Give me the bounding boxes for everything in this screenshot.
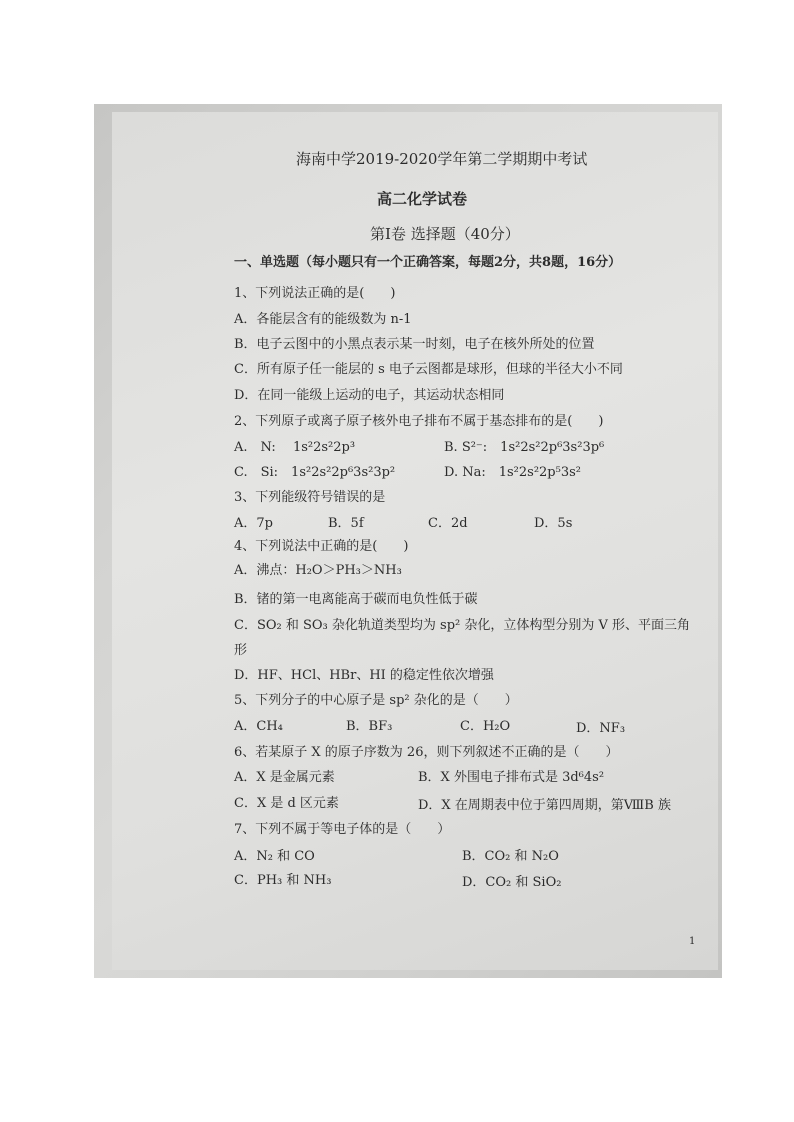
q4-option-a: A．沸点：H₂O＞PH₃＞NH₃ — [234, 563, 402, 578]
q1-option-c: C．所有原子任一能层的 s 电子云图都是球形，但球的半径大小不同 — [234, 362, 623, 377]
q1-stem: 1、下列说法正确的是( ) — [234, 286, 396, 301]
q5-option-b: B．BF₃ — [346, 719, 393, 734]
q6-option-d: D．X 在周期表中位于第四周期，第ⅧB 族 — [418, 798, 671, 813]
exam-subtitle: 高二化学试卷 — [377, 190, 468, 208]
q7-option-d: D．CO₂ 和 SiO₂ — [462, 875, 562, 890]
q2-stem: 2、下列原子或离子原子核外电子排布不属于基态排布的是( ) — [234, 414, 604, 429]
q6-stem: 6、若某原子 X 的原子序数为 26，则下列叙述不正确的是（ ） — [234, 745, 619, 760]
q5-option-a: A．CH₄ — [234, 719, 283, 734]
q7-option-a: A．N₂ 和 CO — [234, 849, 315, 864]
q4-option-b: B．锗的第一电离能高于碳而电负性低于碳 — [234, 592, 478, 607]
section-heading: 一、单选题（每小题只有一个正确答案，每题2分，共8题，16分） — [234, 255, 622, 270]
q1-option-d: D．在同一能级上运动的电子，其运动状态相同 — [234, 388, 505, 403]
q3-option-c: C．2d — [428, 516, 468, 531]
q1-option-a: A．各能层含有的能级数为 n-1 — [234, 312, 412, 327]
q7-option-c: C．PH₃ 和 NH₃ — [234, 873, 332, 888]
q2-option-c: C. Si: 1s²2s²2p⁶3s²3p² — [234, 465, 396, 480]
q1-option-b: B．电子云图中的小黑点表示某一时刻，电子在核外所处的位置 — [234, 337, 595, 352]
q6-option-a: A．X 是金属元素 — [234, 770, 335, 785]
q4-option-c-line1: C．SO₂ 和 SO₃ 杂化轨道类型均为 sp² 杂化，立体构型分别为 V 形、平面三角 — [234, 618, 691, 633]
q6-option-c: C．X 是 d 区元素 — [234, 796, 339, 811]
q5-option-d: D．NF₃ — [576, 721, 626, 736]
q3-stem: 3、下列能级符号错误的是 — [234, 490, 386, 505]
q7-option-b: B．CO₂ 和 N₂O — [462, 849, 559, 864]
q7-stem: 7、下列不属于等电子体的是（ ） — [234, 822, 451, 837]
q2-option-b: B. S²⁻: 1s²2s²2p⁶3s²3p⁶ — [444, 440, 605, 455]
q4-option-c-line2: 形 — [234, 643, 248, 658]
q5-stem: 5、下列分子的中心原子是 sp² 杂化的是（ ） — [234, 693, 518, 708]
q3-option-b: B．5f — [328, 516, 364, 531]
q3-option-d: D．5s — [534, 516, 573, 531]
q2-option-d: D. Na: 1s²2s²2p⁵3s² — [444, 465, 581, 480]
q4-option-d: D．HF、HCl、HBr、HI 的稳定性依次增强 — [234, 668, 494, 683]
q6-option-b: B．X 外围电子排布式是 3d⁶4s² — [418, 770, 605, 785]
q5-option-c: C．H₂O — [460, 719, 511, 734]
section-title: 第Ⅰ卷 选择题（40分） — [370, 225, 520, 243]
page-number: 1 — [689, 936, 696, 947]
exam-title: 海南中学2019-2020学年第二学期期中考试 — [296, 150, 588, 168]
q3-option-a: A．7p — [234, 516, 273, 531]
q2-option-a: A. N: 1s²2s²2p³ — [234, 440, 356, 455]
q4-stem: 4、下列说法中正确的是( ) — [234, 539, 409, 554]
